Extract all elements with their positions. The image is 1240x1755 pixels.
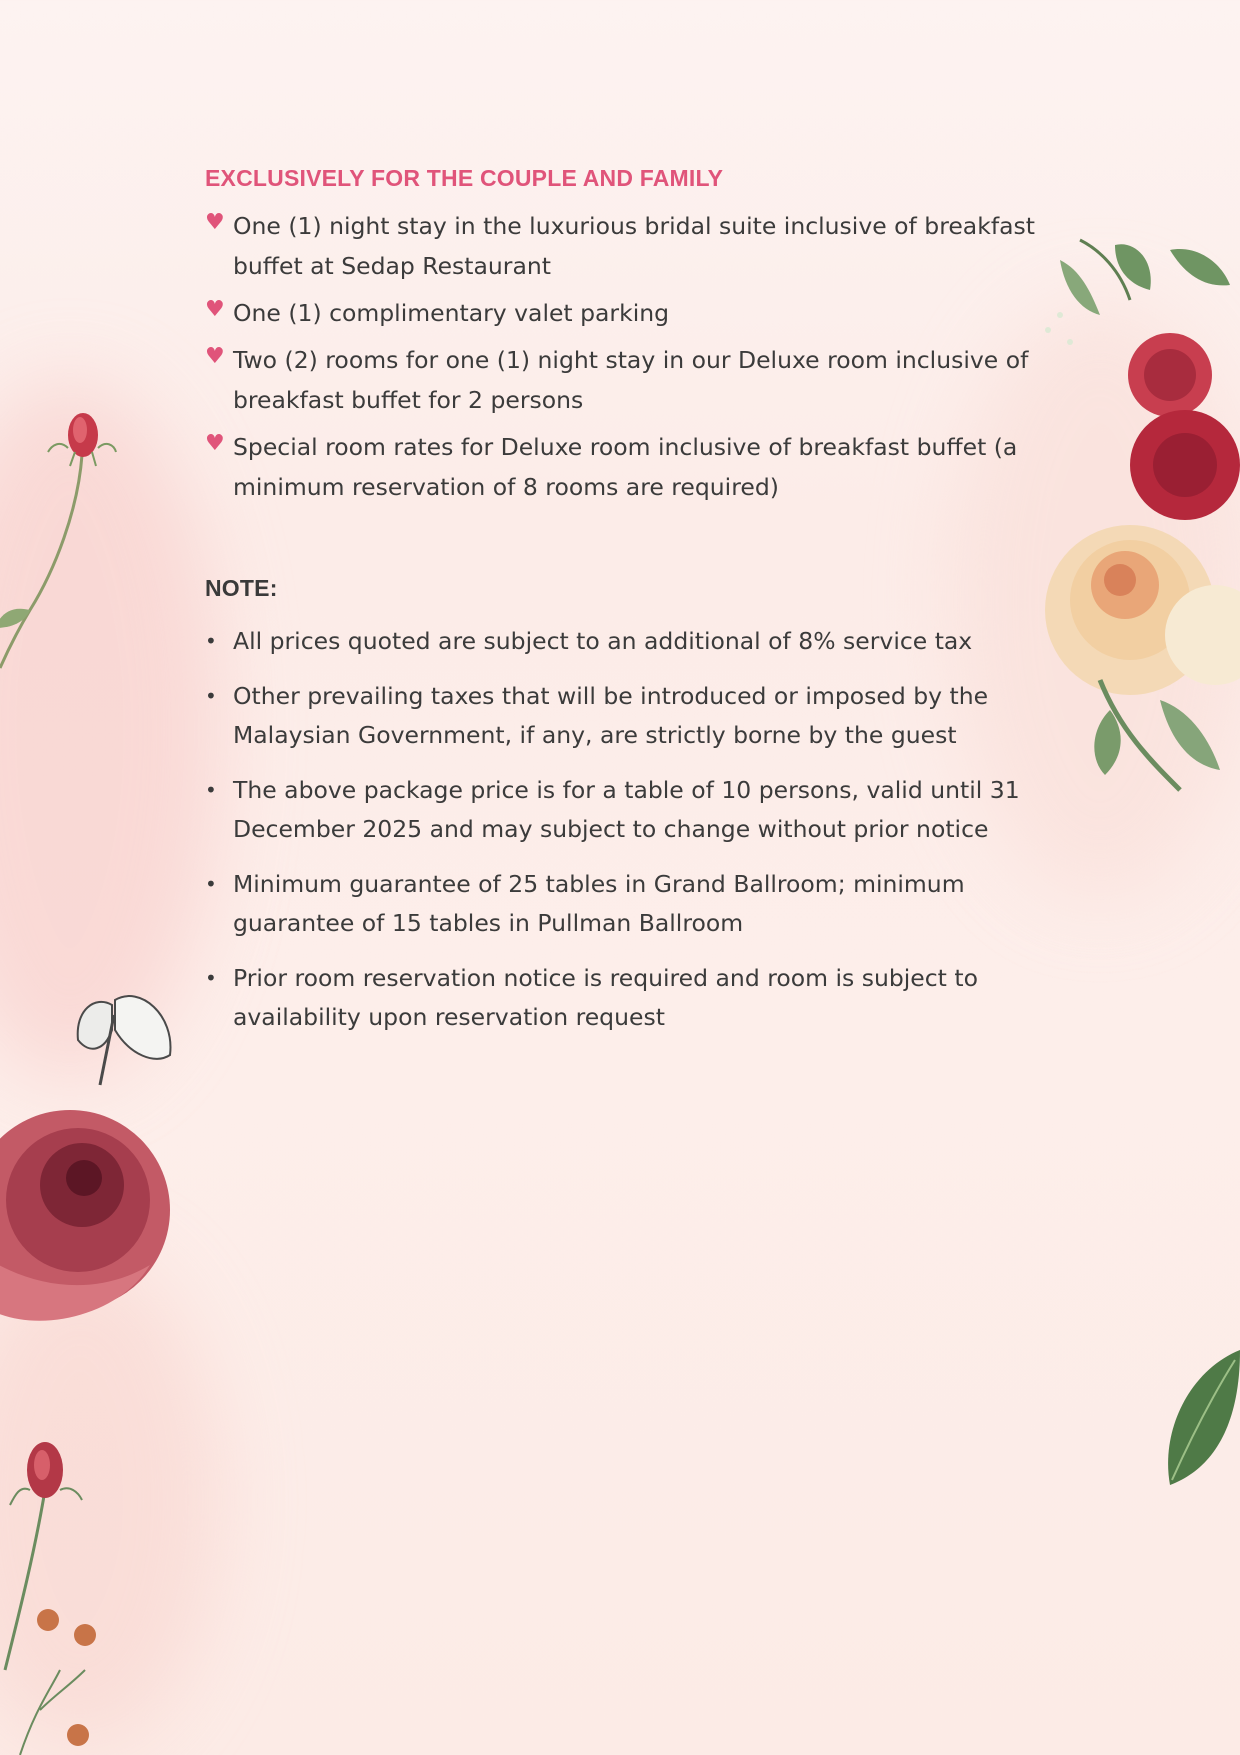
document-content: [205, 165, 1035, 1053]
couple-family-title: EXCLUSIVELY FOR THE COUPLE AND FAMILY: [205, 165, 724, 191]
heart-icon: ♥: [205, 210, 225, 235]
list-item: [205, 206, 1035, 286]
list-item-text: One (1) night stay in the luxurious bridal suite inclusive of breakfast buffet at Sedap Restaurant: [233, 212, 1035, 280]
list-item: [205, 677, 1035, 755]
list-item-text: Special room rates for Deluxe room inclusive of breakfast buffet (a minimum reservation of 8 rooms are required): [233, 433, 1018, 501]
note-list: [205, 622, 1035, 1037]
heart-icon: ♥: [205, 344, 225, 369]
butterfly-illustration: [70, 985, 180, 1095]
list-item-text: Prior room reservation notice is required and room is subject to availability upon reservation request: [233, 964, 978, 1031]
list-item: [205, 293, 1035, 333]
list-item: [205, 622, 1035, 661]
rose-bouquet-illustration: [1020, 230, 1240, 810]
bullet-icon: •: [205, 872, 217, 896]
rose-illustration: [0, 1090, 190, 1340]
list-item-text: The above package price is for a table of 10 persons, valid until 31 December 2025 and may subject to change without prior notice: [233, 776, 1020, 843]
note-section: [205, 575, 1035, 1037]
list-item-text: Minimum guarantee of 25 tables in Grand Ballroom; minimum guarantee of 15 tables in Pullman Ballroom: [233, 870, 965, 937]
bullet-icon: •: [205, 629, 217, 653]
list-item: [205, 340, 1035, 420]
list-item: [205, 959, 1035, 1037]
list-item: [205, 427, 1035, 507]
heart-icon: ♥: [205, 297, 225, 322]
list-item-text: One (1) complimentary valet parking: [233, 299, 670, 327]
list-item-text: Other prevailing taxes that will be introduced or imposed by the Malaysian Government, if any, are strictly borne by the guest: [233, 682, 989, 749]
bullet-icon: •: [205, 684, 217, 708]
bullet-icon: •: [205, 778, 217, 802]
note-title: NOTE:: [205, 575, 278, 601]
bullet-icon: •: [205, 966, 217, 990]
couple-family-list: [205, 206, 1035, 507]
rosebud-berries-illustration: [0, 1430, 120, 1755]
rosebud-illustration: [0, 400, 130, 680]
couple-family-section: [205, 165, 1035, 507]
list-item-text: Two (2) rooms for one (1) night stay in our Deluxe room inclusive of breakfast buffet for 2 persons: [233, 346, 1029, 414]
list-item-text: All prices quoted are subject to an additional of 8% service tax: [233, 627, 973, 655]
list-item: [205, 771, 1035, 849]
list-item: [205, 865, 1035, 943]
leaf-illustration: [1160, 1350, 1240, 1490]
heart-icon: ♥: [205, 431, 225, 456]
